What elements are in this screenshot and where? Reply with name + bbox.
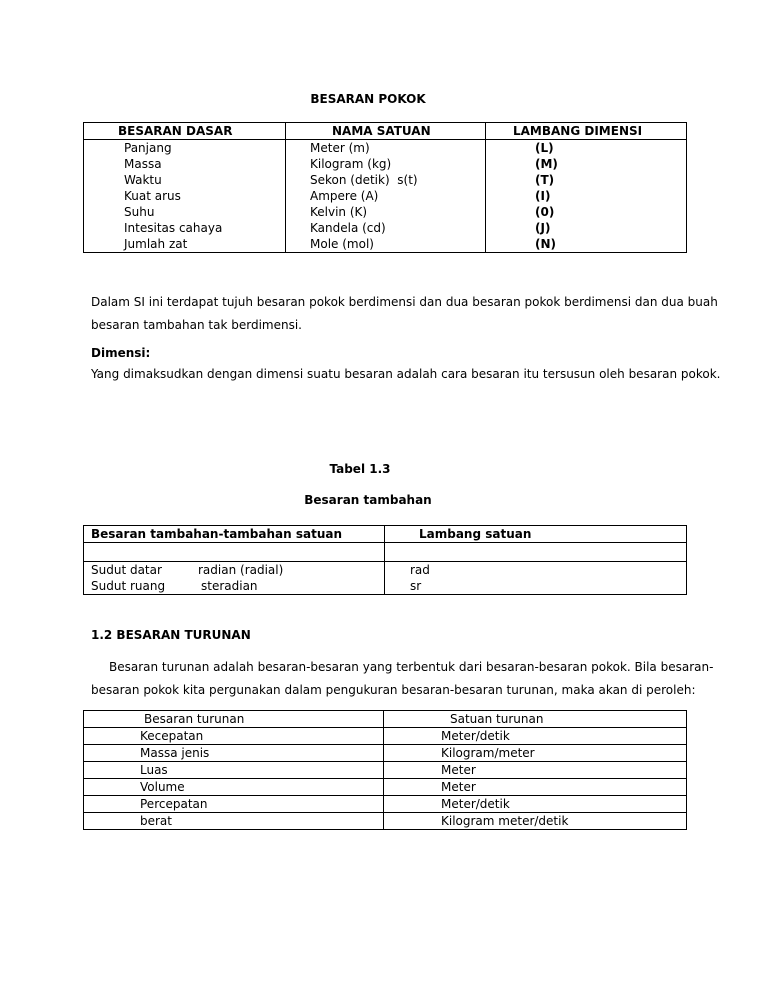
paragraph-intro [91,291,731,337]
table-header-cell: LAMBANG DIMENSI [486,123,687,140]
table-cell: Intesitas cahaya [84,220,286,236]
table-header-row [84,711,687,728]
table-cell [84,562,385,579]
table-header-cell: Lambang satuan [385,526,687,543]
table-cell: Kandela (cd) [286,220,486,236]
table-cell: Panjang [84,140,286,157]
table-cell: Jumlah zat [84,236,286,253]
table-cell: Meter [384,762,687,779]
table-cell [84,578,385,595]
table-cell: (0) [486,204,687,220]
table-cell: berat [84,813,384,830]
table-header-cell: NAMA SATUAN [286,123,486,140]
table-row [84,578,687,595]
dimensi-heading: Dimensi: [91,346,151,360]
table-row [84,779,687,796]
table-cell [385,543,687,562]
paragraph-turunan [91,656,731,702]
paragraph-line: Dalam SI ini terdapat tujuh besaran pokok berdimensi dan dua besaran pokok berdimensi dan dua buah [91,295,718,309]
table-header-cell: Besaran tambahan-tambahan satuan [84,526,385,543]
table-cell: sr [385,578,687,595]
table-row [84,220,687,236]
table-row [84,156,687,172]
quantity-name: Sudut datar [91,563,162,577]
table-cell: (N) [486,236,687,253]
table-cell: Ampere (A) [286,188,486,204]
table-cell [84,543,385,562]
table-cell: Percepatan [84,796,384,813]
paragraph-line: Besaran turunan adalah besaran-besaran yang terbentuk dari besaran-besaran pokok. Bila besaran- [109,660,714,674]
table-row [84,796,687,813]
table-cell: Kilogram meter/detik [384,813,687,830]
table-header-cell: Besaran turunan [84,711,384,728]
table-row [84,745,687,762]
unit-name: steradian [201,579,258,593]
table-cell: Volume [84,779,384,796]
table-header-cell: BESARAN DASAR [84,123,286,140]
table-row-empty [84,543,687,562]
table-row [84,728,687,745]
table-row [84,188,687,204]
table-cell: Kecepatan [84,728,384,745]
table-cell: (J) [486,220,687,236]
table-header-cell: Satuan turunan [384,711,687,728]
table-header-row [84,526,687,543]
section-heading: 1.2 BESARAN TURUNAN [91,628,251,642]
quantity-name: Sudut ruang [91,579,166,593]
table-cell: Massa [84,156,286,172]
table-row [84,813,687,830]
table-cell: rad [385,562,687,579]
table-cell: Kelvin (K) [286,204,486,220]
besaran-tambahan-table [83,525,687,595]
paragraph-line: besaran pokok kita pergunakan dalam pengukuran besaran-besaran turunan, maka akan di peroleh: [91,683,696,697]
page-title: BESARAN POKOK [310,92,426,106]
besaran-pokok-table [83,122,687,253]
table-cell: Kilogram/meter [384,745,687,762]
table-row [84,236,687,253]
table-cell: Meter/detik [384,728,687,745]
table-label: Tabel 1.3 [329,462,391,476]
table-cell: Suhu [84,204,286,220]
table-cell: (L) [486,140,687,157]
table-subtitle: Besaran tambahan [304,493,432,507]
table-cell: Mole (mol) [286,236,486,253]
table-cell: (M) [486,156,687,172]
table-cell: (I) [486,188,687,204]
table-cell: Massa jenis [84,745,384,762]
dimensi-text: Yang dimaksudkan dengan dimensi suatu besaran adalah cara besaran itu tersusun oleh besaran pokok. [91,367,721,381]
table-header-row [84,123,687,140]
table-cell: Luas [84,762,384,779]
table-row [84,172,687,188]
table-row [84,762,687,779]
table-cell: Waktu [84,172,286,188]
paragraph-line: besaran tambahan tak berdimensi. [91,318,302,332]
table-row [84,562,687,579]
table-row [84,204,687,220]
table-row [84,140,687,157]
table-cell: (T) [486,172,687,188]
table-cell: Kilogram (kg) [286,156,486,172]
unit-name: radian (radial) [198,563,284,577]
table-cell: Meter [384,779,687,796]
table-cell: Sekon (detik) s(t) [286,172,486,188]
besaran-turunan-table [83,710,687,830]
table-cell: Kuat arus [84,188,286,204]
table-cell: Meter/detik [384,796,687,813]
table-cell: Meter (m) [286,140,486,157]
